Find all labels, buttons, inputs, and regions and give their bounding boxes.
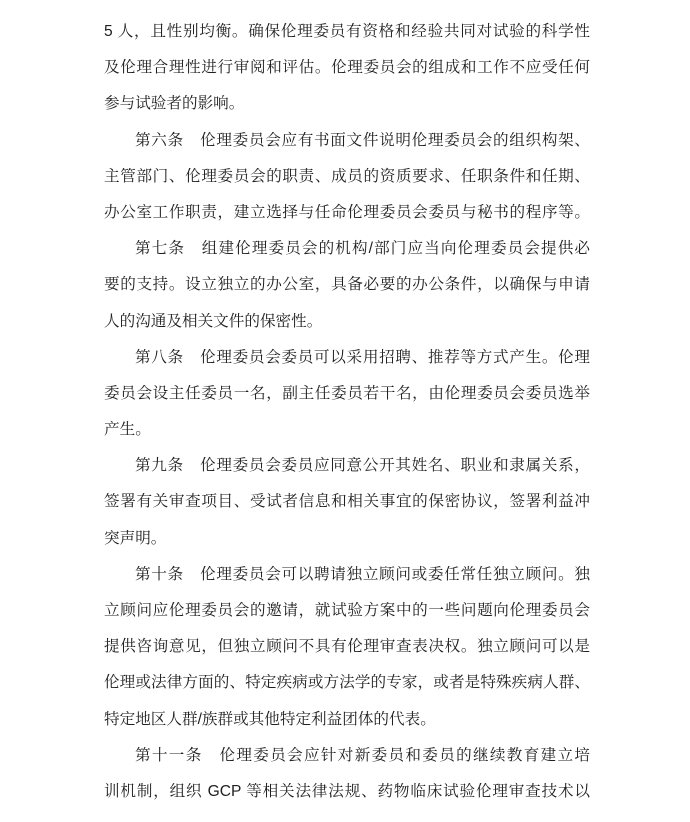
- text-line: 训机制，组织 GCP 等相关法律法规、药物临床试验伦理审查技术以: [104, 782, 590, 800]
- text-line: 5 人，且性别均衡。确保伦理委员有资格和经验共同对试验的科学性: [104, 23, 590, 40]
- document-body: [104, 14, 590, 810]
- text-line: 第九条 伦理委员会委员应同意公开其姓名、职业和隶属关系，: [135, 457, 590, 475]
- text-line: 第七条 组建伦理委员会的机构/部门应当向伦理委员会提供必: [135, 240, 590, 258]
- text-line: 提供咨询意见，但独立顾问不具有伦理审查表决权。独立顾问可以是: [104, 638, 590, 656]
- text-line: 参与试验者的影响。: [104, 95, 245, 113]
- text-line: 第六条 伦理委员会应有书面文件说明伦理委员会的组织构架、: [135, 131, 590, 149]
- text-line: 及伦理合理性进行审阅和评估。伦理委员会的组成和工作不应受任何: [104, 59, 590, 77]
- text-line: 特定地区人群/族群或其他特定利益团体的代表。: [104, 710, 436, 728]
- text-line: 第十一条 伦理委员会应针对新委员和委员的继续教育建立培: [135, 746, 590, 764]
- text-line: 人的沟通及相关文件的保密性。: [104, 312, 323, 330]
- text-line: 第八条 伦理委员会委员可以采用招聘、推荐等方式产生。伦理: [135, 348, 590, 366]
- text-line: 立顾问应伦理委员会的邀请，就试验方案中的一些问题向伦理委员会: [104, 602, 590, 619]
- text-line: 产生。: [104, 421, 151, 439]
- text-line: 办公室工作职责，建立选择与任命伦理委员会委员与秘书的程序等。: [104, 203, 590, 221]
- text-line: 签署有关审查项目、受试者信息和相关事宜的保密协议，签署利益冲: [104, 493, 590, 511]
- text-line: 委员会设主任委员一名，副主任委员若干名，由伦理委员会委员选举: [104, 384, 590, 402]
- text-line: 要的支持。设立独立的办公室，具备必要的办公条件，以确保与申请: [104, 276, 590, 294]
- text-line: 伦理或法律方面的、特定疾病或方法学的专家，或者是特殊疾病人群、: [104, 674, 590, 692]
- text-line: 主管部门、伦理委员会的职责、成员的资质要求、任职条件和任期、: [104, 167, 590, 185]
- text-line: 突声明。: [104, 529, 167, 547]
- text-line: 第十条 伦理委员会可以聘请独立顾问或委任常任独立顾问。独: [135, 565, 590, 583]
